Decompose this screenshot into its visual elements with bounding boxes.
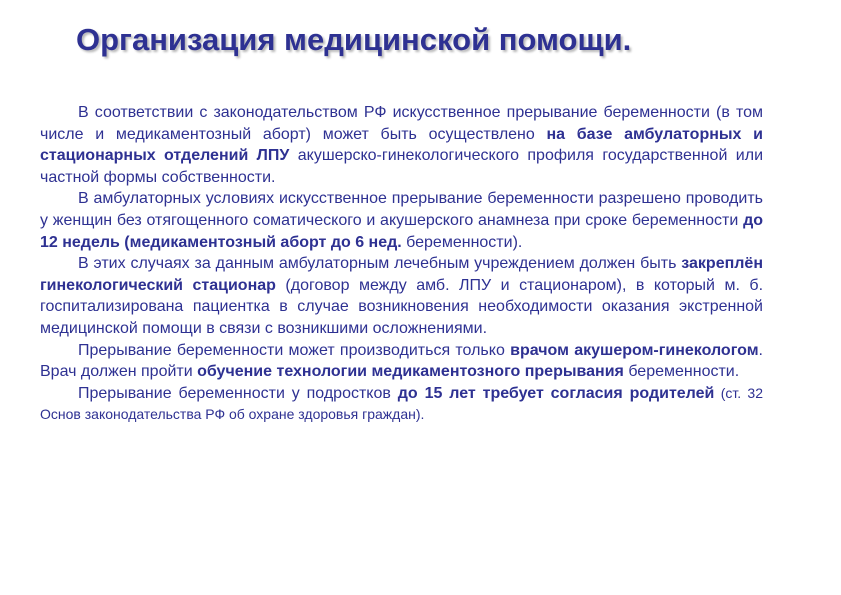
text-segment: В соответствии с законодательством РФ искусственное прерывание беременности (в том числе и медикаментозный аборт) может быть осуществлено xyxy=(40,104,763,143)
bold-text: до 12 недель (медикаментозный аборт до 6 нед. xyxy=(40,211,763,251)
bold-text: на базе амбулаторных и стационарных отделений ЛПУ xyxy=(40,125,763,165)
text-segment: Прерывание беременности у подростков xyxy=(78,384,398,402)
bold-text: врачом акушером-гинекологом xyxy=(510,341,759,359)
bold-text: закреплён гинекологический стационар xyxy=(40,255,763,294)
text-segment: (договор между амб. ЛПУ и стационаром), в который м. б. госпитализирована пациентка в случае возникновения необходимости оказания экстренной медицинской помощи в связи с возникшими осложнениями. xyxy=(40,276,764,337)
paragraph xyxy=(40,383,763,426)
paragraph xyxy=(40,340,763,383)
reference-text: (ст. 32 Основ законодательства РФ об охране здоровья граждан). xyxy=(40,384,764,423)
paragraph xyxy=(40,188,763,253)
bold-text: обучение технологии медикаментозного прерывания xyxy=(197,363,624,381)
text-segment: Прерывание беременности может производиться только xyxy=(78,341,511,359)
paragraph xyxy=(40,102,763,188)
page-title: Организация медицинской помощи. xyxy=(76,22,632,57)
body-text xyxy=(40,102,763,426)
text-segment: беременности. xyxy=(623,363,740,381)
bold-text: до 15 лет требует согласия родителей xyxy=(397,384,715,402)
text-segment: беременности). xyxy=(401,233,523,251)
text-segment: В амбулаторных условиях искусственное прерывание беременности разрешено проводить у женщин без отягощенного соматического и акушерского анамнеза при сроке беременности xyxy=(40,190,763,229)
paragraph xyxy=(40,253,763,339)
text-segment: В этих случаях за данным амбулаторным лечебным учреждением должен быть xyxy=(78,255,682,273)
text-segment: акушерско-гинекологического профиля государственной или частной формы собственности. xyxy=(40,147,763,186)
text-segment: . Врач должен пройти xyxy=(40,341,763,381)
